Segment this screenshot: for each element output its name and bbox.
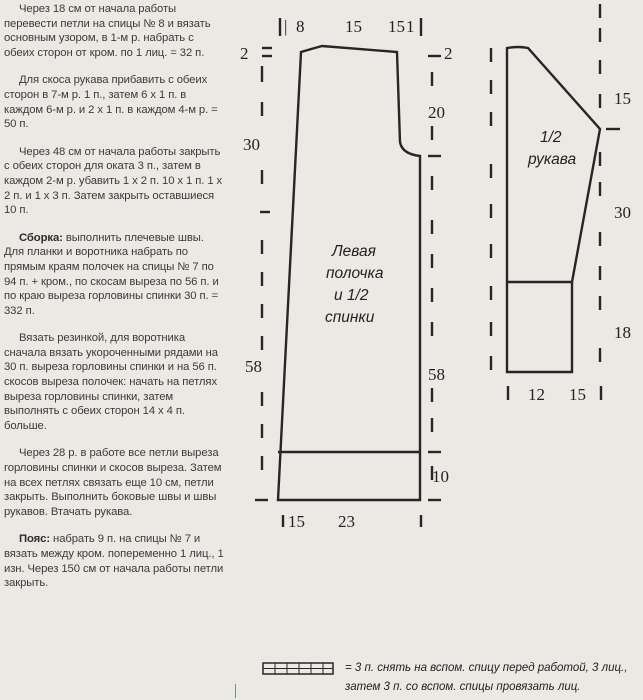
front-title-line3: и 1/2 (334, 287, 369, 304)
sleeve-dim-12: 12 (528, 385, 545, 404)
assembly-heading: Сборка: (19, 231, 63, 244)
assembly-text: выполнить плечевые швы. Для планки и воротника набрать по прямым краям полочек на спицы № 7 по 94 п. + кром., по скосам выреза по 56 п. и по краю выреза горловины спинки 30 п. = 332 п. (4, 231, 219, 317)
front-title-line1: Левая (332, 243, 376, 260)
sleeve-dim-15: 15 (614, 89, 631, 108)
dim-left-30: 30 (243, 135, 260, 154)
legend-line-2: затем 3 п. со вспом. спицы провязать лиц. (345, 681, 581, 693)
dim-top-bar: | (284, 17, 288, 36)
dim-right-2: 2 (444, 44, 453, 63)
dim-bottom-15: 15 (288, 512, 305, 531)
instruction-paragraph: Через 48 см от начала работы закрыть с обеих сторон для оката 3 п., затем в каждом 2-м р. убавить 1 х 2 п. 10 х 1 п. 1 х 2 п. и 1 х 3 п. Затем закрыть оставшиеся 10 п. (4, 145, 223, 217)
belt-heading: Пояс: (19, 533, 51, 546)
dim-left-2: 2 (240, 44, 249, 63)
dim-left-58: 58 (245, 357, 262, 376)
dim-right-10: 10 (432, 467, 449, 486)
instruction-paragraph: Через 18 см от начала работы перевести петли на спицы № 8 и вязать основным узором, в 1-м р. набрать с обеих сторон от кром. по 1 лиц. = 32 п. (4, 3, 211, 59)
sleeve-dim-15-bottom: 15 (569, 385, 586, 404)
dim-right-58: 58 (428, 365, 445, 384)
margin-mark (235, 684, 236, 698)
instruction-paragraph: Через 28 р. в работе все петли выреза горловины спинки и скосов выреза. Затем на всех петлях связать еще 10 см, петли закрыть. Выполнить боковые швы и швы рукавов. Втачать рукава. (4, 447, 222, 518)
sleeve-pattern-outline (507, 47, 600, 372)
cable-legend (345, 659, 643, 697)
sleeve-title-line1: 1/2 (540, 129, 562, 146)
front-title-line4: спинки (325, 309, 375, 326)
sleeve-dimension-ticks (491, 4, 620, 400)
dim-top-15b: 15 (388, 17, 405, 36)
dim-top-1: 1 (406, 17, 415, 36)
front-title-line2: полочка (326, 265, 384, 282)
sleeve-title-line2: рукава (528, 151, 577, 168)
dim-right-20: 20 (428, 103, 445, 122)
dim-top-15: 15 (345, 17, 362, 36)
sleeve-dim-18: 18 (614, 323, 631, 342)
instruction-paragraph: Вязать резинкой, для воротника сначала вязать укороченными рядами на 30 п. выреза горловины спинки и на 56 п. скосов выреза полочек: начать на петлях выреза горловины спинки, затем выполнять с обеих сторон 14 х 4 п. больше. (4, 332, 218, 432)
cable-symbol-icon (262, 662, 334, 676)
sleeve-dim-30: 30 (614, 203, 631, 222)
belt-text: набрать 9 п. на спицы № 7 и вязать между кром. попеременно 1 лиц., 1 изн. Через 150 см от начала работы петли закрыть. (4, 533, 224, 590)
instruction-paragraph: Для скоса рукава прибавить с обеих сторон в 7-м р. 1 п., затем 6 х 1 п. в каждом 6-м р. и 2 х 1 п. в каждом 4-м р. = 50 п. (4, 74, 218, 131)
dim-bottom-23: 23 (338, 512, 355, 531)
legend-line-1: = 3 п. снять на вспом. спицу перед работой, 3 лиц., (345, 662, 628, 674)
dim-top-8: 8 (296, 17, 305, 36)
